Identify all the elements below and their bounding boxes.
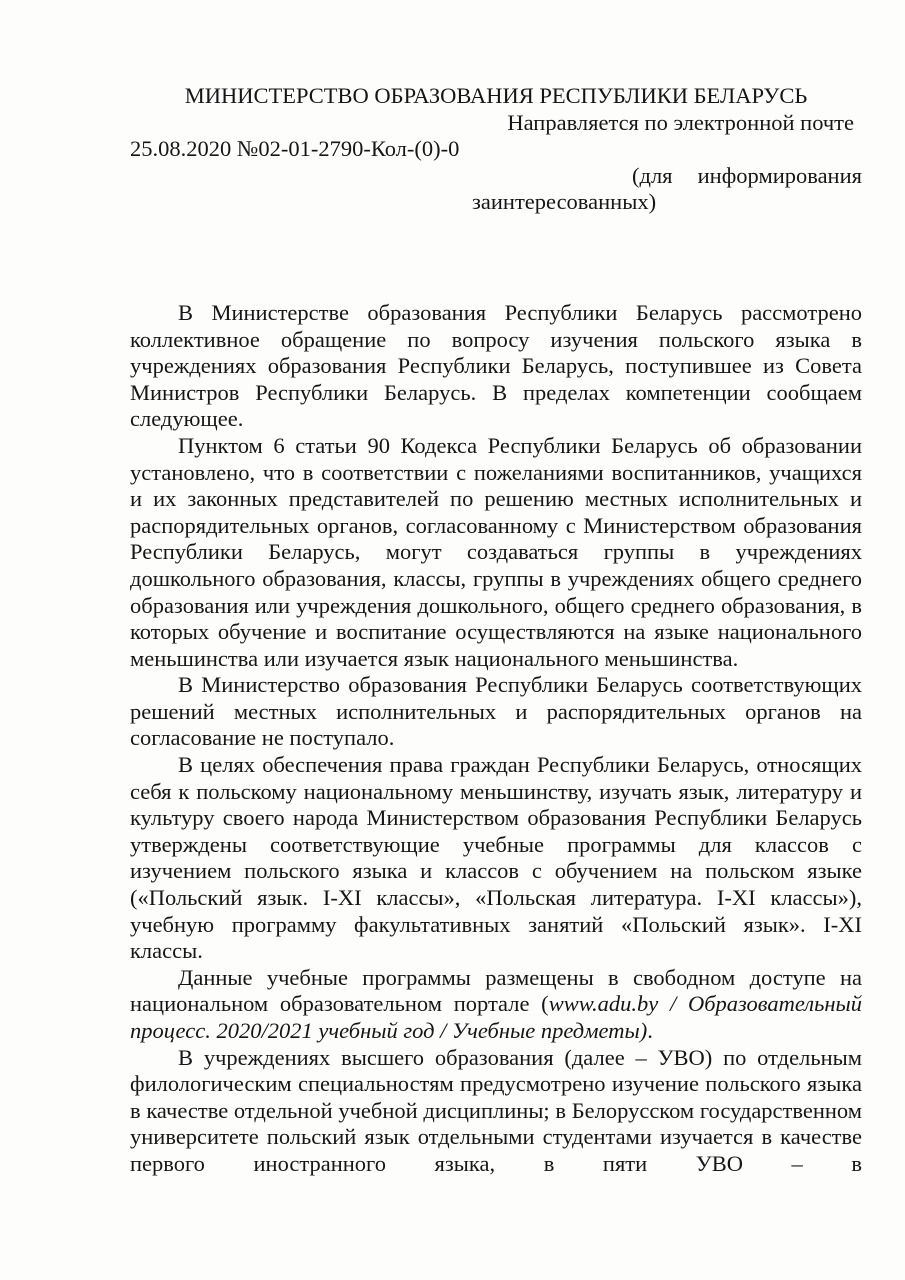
text-run: В учреждениях высшего образования (далее – УВО) по отдельным филологическим специальностям предусмотрено изучение польского языка в качестве отдельной учебной дисциплины; в Белорусском государственном университете польский язык отдельными студентами изучается в качестве первого иностранного языка, в пяти УВО – в xyxy=(130,1044,862,1176)
paragraph-2 xyxy=(130,433,862,672)
delivery-method-note: Направляется по электронной почте xyxy=(507,109,854,135)
text-run: В целях обеспечения права граждан Республики Беларусь, относящих себя к польскому национальному меньшинству, изучать язык, литературу и культуру своего народа Министерством образования Республики Беларусь утверждены соответствующие учебные программы для классов с изучением польского языка и классов с обучением на польском языке («Польский язык. I-XI классы», «Польская литература. I-XI классы»), учебную программу факультативных занятий «Польский язык». I-XI классы. xyxy=(130,752,862,964)
text-run: Данные учебные программы размещены в свободном доступе на национальном образовательном портале ( xyxy=(130,964,862,1017)
italic-text-run: www.adu.by / Образовательный процесс. 2020/2021 учебный год / Учебные предметы) xyxy=(130,991,863,1043)
addressee-note: (для информирования заинтересованных) xyxy=(472,162,862,215)
paragraph-6 xyxy=(130,1045,862,1178)
ministry-title: МИНИСТЕРСТВО ОБРАЗОВАНИЯ РЕСПУБЛИКИ БЕЛАРУСЬ xyxy=(184,83,808,108)
letter-header xyxy=(130,83,862,216)
text-run: . xyxy=(647,1018,653,1043)
paragraph-1 xyxy=(130,300,862,433)
text-run: В Министерстве образования Республики Беларусь рассмотрено коллективное обращение по вопросу изучения польского языка в учреждениях образования Республики Беларусь, поступившее из Совета Министров Республики Беларусь. В пределах компетенции сообщаем следующее. xyxy=(130,299,862,432)
paragraph-5 xyxy=(130,965,862,1045)
text-run: В Министерство образования Республики Беларусь соответствующих решений местных исполнительных и распорядительных органов на согласование не поступало. xyxy=(130,672,862,751)
text-run: Пунктом 6 статьи 90 Кодекса Республики Беларусь об образовании установлено, что в соответствии с пожеланиями воспитанников, учащихся и их законных представителей по решению местных исполнительных и распорядительных органов, согласованному с Министерством образования Республики Беларусь, могут создаваться группы в учреждениях дошкольного образования, классы, группы в учреждениях общего среднего образования или учреждения дошкольного, общего среднего образования, в которых обучение и воспитание осуществляются на языке национального меньшинства или изучается язык национального меньшинства. xyxy=(130,432,862,671)
date-and-reference-number: 25.08.2020 №02-01-2790-Кол-(0)-0 xyxy=(130,136,460,162)
paragraph-4 xyxy=(130,752,862,965)
paragraph-3 xyxy=(130,672,862,752)
letter-body xyxy=(130,300,862,1178)
